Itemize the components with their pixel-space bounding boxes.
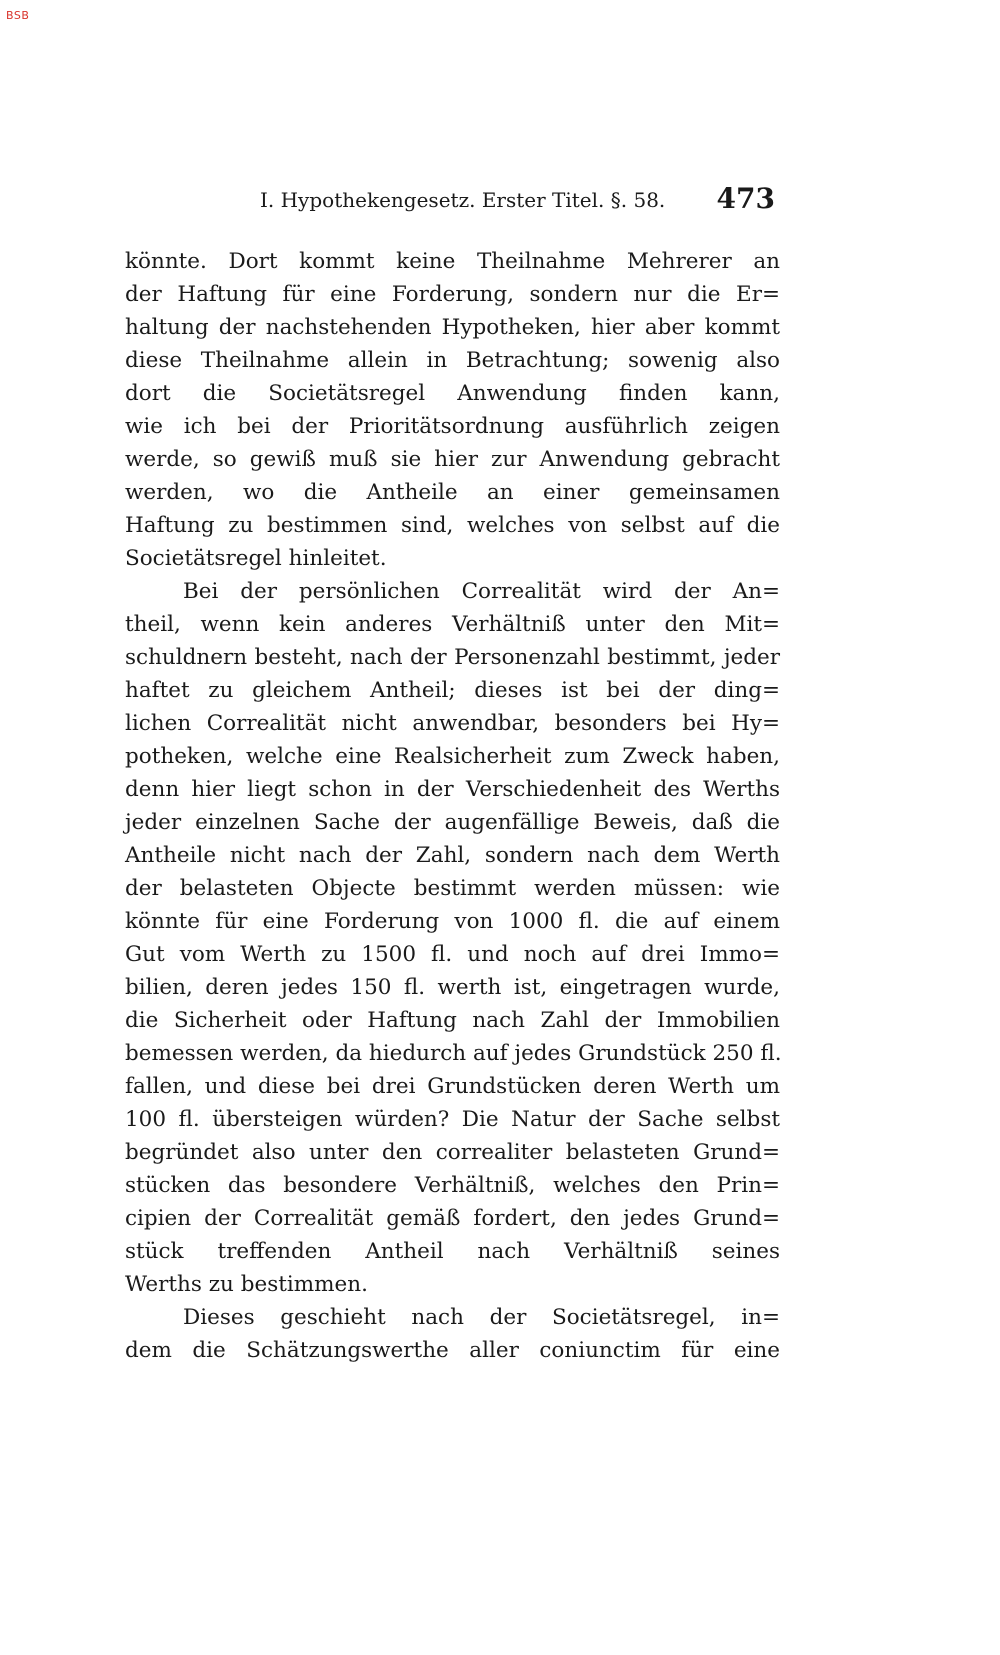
text-line: stück treffenden Antheil nach Verhältniß seines: [125, 1239, 780, 1264]
page-header: [125, 180, 785, 220]
text-line: haltung der nachstehenden Hypotheken, hier aber kommt: [125, 315, 780, 340]
paragraph-start-line: Bei der persönlichen Correalität wird der An=: [183, 579, 780, 604]
text-line: Werths zu bestimmen.: [125, 1272, 368, 1297]
text-line: denn hier liegt schon in der Verschiedenheit des Werths: [125, 777, 780, 802]
text-line: Gut vom Werth zu 1500 fl. und noch auf drei Immo=: [125, 942, 780, 967]
text-line: die Sicherheit oder Haftung nach Zahl der Immobilien: [125, 1008, 780, 1033]
text-line: theil, wenn kein anderes Verhältniß unter den Mit=: [125, 612, 780, 637]
text-line: wie ich bei der Prioritätsordnung ausführlich zeigen: [125, 414, 780, 439]
text-line: dort die Societätsregel Anwendung finden kann,: [125, 381, 780, 406]
text-line: dem die Schätzungswerthe aller coniunctim für eine: [125, 1338, 780, 1363]
text-line: haftet zu gleichem Antheil; dieses ist bei der ding=: [125, 678, 780, 703]
text-line: könnte für eine Forderung von 1000 fl. die auf einem: [125, 909, 780, 934]
text-line: werden, wo die Antheile an einer gemeinsamen: [125, 480, 780, 505]
text-line: Societätsregel hinleitet.: [125, 546, 387, 571]
text-line: werde, so gewiß muß sie hier zur Anwendung gebracht: [125, 447, 780, 472]
text-line: fallen, und diese bei drei Grundstücken deren Werth um: [125, 1074, 780, 1099]
text-line: cipien der Correalität gemäß fordert, den jedes Grund=: [125, 1206, 780, 1231]
text-line: bilien, deren jedes 150 fl. werth ist, eingetragen wurde,: [125, 975, 780, 1000]
text-line: der belasteten Objecte bestimmt werden müssen: wie: [125, 876, 780, 901]
text-line: potheken, welche eine Realsicherheit zum Zweck haben,: [125, 744, 780, 769]
text-line: schuldnern besteht, nach der Personenzahl bestimmt, jeder: [125, 645, 780, 670]
text-line: jeder einzelnen Sache der augenfällige Beweis, daß die: [125, 810, 780, 835]
text-line: könnte. Dort kommt keine Theilnahme Mehrerer an: [125, 249, 780, 274]
text-line: bemessen werden, da hiedurch auf jedes Grundstück 250 fl.: [125, 1041, 782, 1066]
text-line: stücken das besondere Verhältniß, welches den Prin=: [125, 1173, 780, 1198]
page-number: 473: [716, 182, 775, 215]
paragraph-start-line: Dieses geschieht nach der Societätsregel, in=: [183, 1305, 780, 1330]
text-line: der Haftung für eine Forderung, sondern nur die Er=: [125, 282, 780, 307]
text-line: diese Theilnahme allein in Betrachtung; sowenig also: [125, 348, 780, 373]
text-line: lichen Correalität nicht anwendbar, besonders bei Hy=: [125, 711, 780, 736]
text-line: Antheile nicht nach der Zahl, sondern nach dem Werth: [125, 843, 780, 868]
running-head: I. Hypothekengesetz. Erster Titel. §. 58.: [260, 188, 666, 212]
text-line: begründet also unter den correaliter belasteten Grund=: [125, 1140, 780, 1165]
text-line: Haftung zu bestimmen sind, welches von selbst auf die: [125, 513, 780, 538]
text-line: 100 fl. übersteigen würden? Die Natur der Sache selbst: [125, 1107, 780, 1132]
body-text: [125, 245, 780, 1367]
library-mark: BSB: [6, 9, 30, 22]
